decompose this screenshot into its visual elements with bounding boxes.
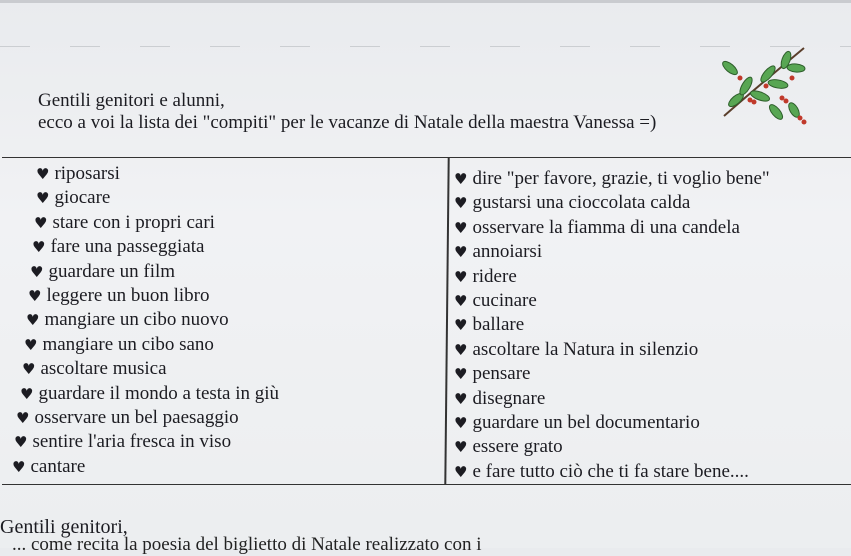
list-item-text: e fare tutto ciò che ti fa stare bene....	[472, 460, 749, 482]
list-item-text: ascoltare musica	[40, 358, 167, 380]
heart-bullet-icon: ♥	[12, 457, 26, 476]
list-item-text: fare una passeggiata	[50, 236, 205, 258]
footer-salutation: Gentili genitori,	[0, 516, 128, 538]
list-item	[2, 186, 279, 210]
list-item-text: ballare	[472, 314, 525, 336]
list-item	[454, 362, 770, 386]
heart-bullet-icon: ♥	[454, 462, 468, 481]
list-item-text: annoiarsi	[472, 241, 543, 263]
right-column	[454, 167, 770, 484]
list-item-text: mangiare un cibo sano	[42, 333, 214, 355]
list-item-text: dire "per favore, grazie, ti voglio bene"	[472, 168, 770, 189]
list-item	[2, 430, 279, 454]
list-item-text: ascoltare la Natura in silenzio	[472, 338, 699, 360]
list-item	[454, 240, 770, 264]
list-item	[2, 284, 279, 308]
heart-bullet-icon: ♥	[454, 267, 468, 286]
list-item	[454, 338, 770, 362]
heart-bullet-icon: ♥	[454, 218, 468, 237]
list-item-text: guardare un bel documentario	[472, 411, 700, 433]
list-item	[2, 308, 279, 332]
list-item-text: disegnare	[472, 387, 546, 409]
list-item	[2, 455, 279, 479]
page-top-edge	[0, 0, 851, 3]
list-item-text: mangiare un cibo nuovo	[44, 309, 229, 331]
list-item	[454, 216, 770, 240]
list-item	[2, 235, 279, 259]
heart-bullet-icon: ♥	[454, 243, 468, 262]
list-item-text: sentire l'aria fresca in viso	[32, 431, 232, 453]
list-item-text: leggere un buon libro	[46, 284, 210, 306]
list-item-text: guardare il mondo a testa in giù	[38, 382, 280, 404]
list-item	[2, 260, 279, 284]
list-item-text: osservare la fiamma di una candela	[472, 216, 740, 238]
list-item	[454, 167, 770, 191]
heart-bullet-icon: ♥	[454, 438, 468, 457]
heart-bullet-icon: ♥	[20, 384, 34, 403]
list-item-text: cucinare	[472, 289, 537, 311]
heart-bullet-icon: ♥	[22, 360, 36, 379]
heart-bullet-icon: ♥	[454, 413, 468, 432]
heart-bullet-icon: ♥	[454, 389, 468, 408]
heart-bullet-icon: ♥	[454, 194, 468, 213]
list-item	[454, 411, 770, 435]
heart-bullet-icon: ♥	[14, 433, 28, 452]
heart-bullet-icon: ♥	[24, 335, 38, 354]
list-item-text: riposarsi	[54, 163, 120, 184]
list-item	[454, 435, 770, 459]
heart-bullet-icon: ♥	[28, 286, 42, 305]
list-item-text: giocare	[54, 187, 111, 209]
heart-bullet-icon: ♥	[30, 262, 44, 281]
heart-bullet-icon: ♥	[454, 170, 468, 188]
list-item-text: essere grato	[472, 436, 563, 458]
list-item	[454, 265, 770, 289]
column-divider	[444, 158, 449, 484]
list-item-text: osservare un bel paesaggio	[34, 406, 239, 428]
heart-bullet-icon: ♥	[32, 238, 46, 257]
intro-text	[38, 90, 656, 134]
list-item	[2, 211, 279, 235]
list-item-text: guardare un film	[48, 260, 176, 282]
intro-line-1: Gentili genitori e alunni,	[38, 90, 225, 111]
list-item	[2, 357, 279, 381]
list-item-text: stare con i propri cari	[52, 211, 215, 233]
tasks-table	[2, 157, 851, 485]
list-item	[454, 460, 770, 484]
list-item-text: pensare	[472, 363, 531, 385]
heart-bullet-icon: ♥	[36, 189, 50, 208]
holly-branch-icon	[716, 38, 812, 134]
list-item-text: gustarsi una cioccolata calda	[472, 192, 691, 214]
list-item	[2, 382, 279, 406]
list-item-text: cantare	[30, 455, 86, 477]
heart-bullet-icon: ♥	[34, 213, 48, 232]
heart-bullet-icon: ♥	[16, 408, 30, 427]
list-item	[454, 387, 770, 411]
heart-bullet-icon: ♥	[454, 340, 468, 359]
list-item	[2, 333, 279, 357]
footer-next-line: ... come recita la poesia del biglietto di Natale realizzato con i	[12, 534, 482, 555]
list-item	[454, 289, 770, 313]
intro-line-2: ecco a voi la lista dei "compiti" per le vacanze di Natale della maestra Vanessa =)	[38, 112, 657, 133]
left-column	[2, 162, 279, 479]
heart-bullet-icon: ♥	[36, 165, 50, 183]
list-item	[454, 191, 770, 215]
list-item	[454, 313, 770, 337]
list-item	[2, 162, 279, 186]
heart-bullet-icon: ♥	[454, 291, 468, 310]
heart-bullet-icon: ♥	[454, 316, 468, 335]
list-item-text: ridere	[472, 265, 517, 287]
list-item	[2, 406, 279, 430]
heart-bullet-icon: ♥	[26, 311, 40, 330]
heart-bullet-icon: ♥	[454, 365, 468, 384]
